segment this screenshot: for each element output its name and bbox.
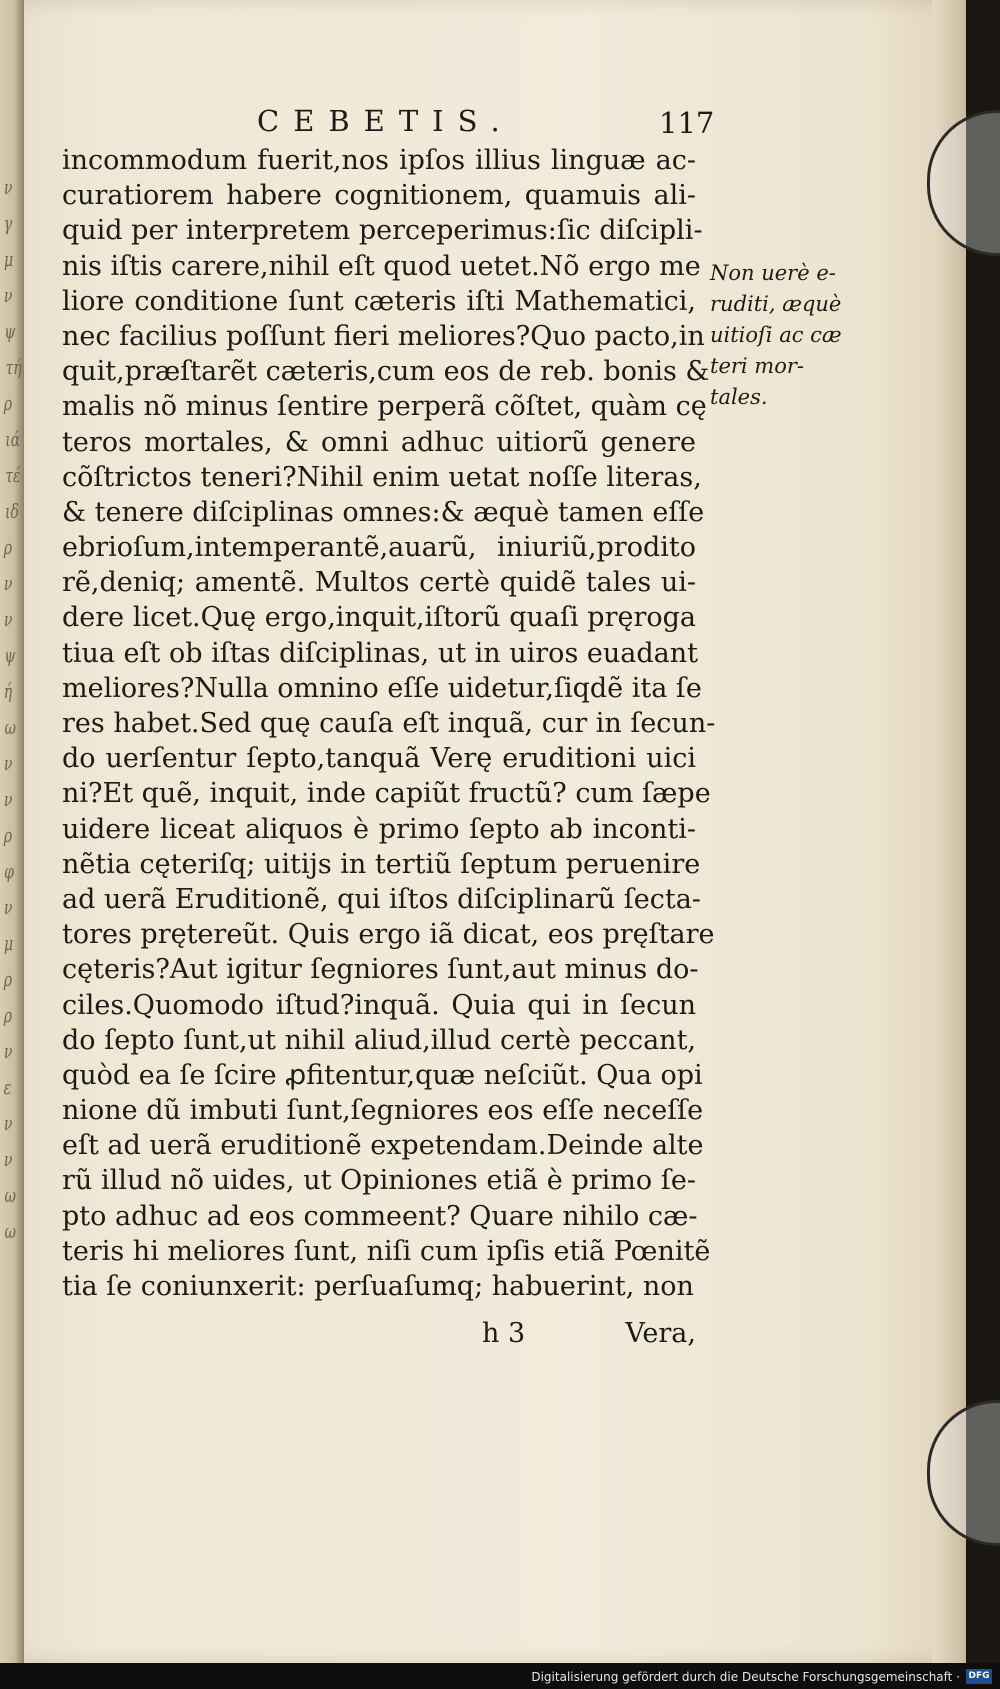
page-number: 117 <box>659 106 715 140</box>
facing-page-fragment: ψ <box>4 643 16 667</box>
facing-page-fragment: ρ <box>3 967 13 991</box>
text-line: incommodum fuerit,nos ipſos illius linguæ ac- <box>62 145 696 176</box>
dfg-logo-icon: DFG <box>966 1669 992 1684</box>
text-line: teros mortales, & omni adhuc uitiorũ genere <box>62 426 696 458</box>
facing-page-fragment: ιδ <box>4 499 19 523</box>
text-line: liore conditione ſunt cæteris iſti Mathematici, <box>62 285 696 317</box>
text-line: curatiorem habere cognitionem, quamuis ali- <box>62 180 696 212</box>
text-line: nis iſtis carere,nihil eſt quod uetet.Nõ ergo me <box>62 250 701 282</box>
text-line: res habet.Sed quę cauſa eſt inquã, cur in ſecun- <box>62 708 716 739</box>
facing-page-fragment: ν <box>3 787 13 811</box>
text-line: dere licet.Quę ergo,inquit,iſtorũ quaſi pręroga <box>62 602 696 634</box>
running-head: CEBETIS. <box>257 104 514 138</box>
facing-page-fragment: ρ <box>3 823 13 847</box>
text-line: quit,præſtarẽt cæteris,cum eos de reb. bonis & <box>62 356 710 388</box>
scanner-left-strip <box>0 0 24 1689</box>
text-line: do uerſentur ſepto,tanquã Verę eruditioni uici <box>62 743 696 775</box>
text-line: ni?Et quẽ, inquit, inde capiũt fructũ? cum ſæpe <box>62 778 711 810</box>
facing-page-fragment: ω <box>4 1219 16 1243</box>
catchword: Vera, <box>625 1318 696 1349</box>
text-line: ciles.Quomodo iſtud?inquã. Quia qui in ſecun <box>62 989 696 1021</box>
text-line: cęteris?Aut igitur ſegniores ſunt,aut minus do- <box>62 954 699 986</box>
text-line: uidere liceat aliquos è primo ſepto ab inconti- <box>62 813 696 845</box>
facing-page-fragment: μ <box>3 931 14 955</box>
facing-page-fragment: ψ <box>4 319 16 343</box>
facing-page-fragment: ε <box>3 1075 12 1099</box>
facing-page-fragment: ν <box>3 1147 13 1171</box>
text-line: malis nõ minus ſentire perperã cõſtet, quàm cę <box>62 391 707 423</box>
facing-page-fragment: ν <box>3 895 13 919</box>
margin-note-line: ruditi, æquè <box>710 292 842 316</box>
text-line: eſt ad uerã eruditionẽ expetendam.Deinde alte <box>62 1130 704 1162</box>
facing-page-fragment: ρ <box>3 535 13 559</box>
facing-page-fragment: ή <box>3 679 13 703</box>
facing-page-fragment: ν <box>3 175 13 199</box>
text-line: nẽtia cęteriſq; uitijs in tertiũ ſeptum peruenire <box>62 848 701 880</box>
text-line: tia ſe coniunxerit: perſuaſumq; habuerint, non <box>62 1271 694 1302</box>
text-line: ebrioſum,intemperantẽ,auarũ, iniuriũ,prodito <box>62 532 696 564</box>
facing-page-fragment: ω <box>4 1183 16 1207</box>
main-text <box>62 143 716 1304</box>
footer-credit: Digitalisierung gefördert durch die Deutsche Forschungsgemeinschaft · <box>531 1670 960 1684</box>
text-line: quid per interpretem perceperimus:ſic diſcipli- <box>62 215 703 247</box>
margin-note-line: uitioſi ac cæ <box>710 323 842 347</box>
text-line: cõſtrictos teneri?Nihil enim uetat noſſe literas, <box>62 461 702 493</box>
margin-note-line: tales. <box>710 385 768 409</box>
text-line: tiua eſt ob iſtas diſciplinas, ut in uiros euadant <box>62 637 698 669</box>
text-line: rẽ,deniq; amentẽ. Multos certè quidẽ tales ui- <box>62 567 696 599</box>
facing-page-fragment: ω <box>4 715 16 739</box>
facing-page-fragment: τέ <box>5 463 21 487</box>
facing-page-fragment: ν <box>3 571 13 595</box>
facing-page-fragment: μ <box>3 247 14 271</box>
facing-page-fragment: ν <box>3 751 13 775</box>
text-line: nec facilius poſſunt fieri meliores?Quo pacto,in <box>62 320 705 352</box>
facing-page-fragment: φ <box>4 859 14 883</box>
text-line: meliores?Nulla omnino eſſe uidetur,ſiqdẽ ita ſe <box>62 672 702 704</box>
margin-note-line: teri mor- <box>710 354 804 378</box>
facing-page-fragment: ν <box>3 283 13 307</box>
margin-note-line: Non uerè e- <box>710 261 836 285</box>
text-line: pto adhuc ad eos commeent? Quare nihilo cæ- <box>62 1200 698 1232</box>
footer-bar <box>0 1663 1000 1689</box>
signature-mark: h 3 <box>482 1318 526 1349</box>
text-line: & tenere diſciplinas omnes:& æquè tamen eſſe <box>62 496 705 528</box>
facing-page-fragment: ιά <box>5 427 21 451</box>
book-page <box>24 0 966 1663</box>
margin-note <box>710 258 870 413</box>
text-line: rũ illud nõ uides, ut Opiniones etiã è primo ſe- <box>62 1165 696 1197</box>
text-line: quòd ea ſe ſcire ꝓfitentur,quæ neſciũt. Qua opi <box>62 1059 703 1091</box>
facing-page-fragment: ρ <box>3 391 13 415</box>
page-foot <box>62 1318 696 1356</box>
text-line: teris hi meliores ſunt, niſi cum ipſis etiã Pœnitẽ <box>62 1235 711 1267</box>
facing-page-fragment: γ <box>3 211 13 235</box>
text-line: do ſepto ſunt,ut nihil aliud,illud certè peccant, <box>62 1024 696 1056</box>
facing-page-fragment: ν <box>3 1111 13 1135</box>
text-line: nione dũ imbuti ſunt,ſegniores eos eſſe neceſſe <box>62 1095 704 1127</box>
facing-page-fragment: ν <box>3 1039 13 1063</box>
facing-page-fragment: ν <box>3 607 13 631</box>
text-line: tores prętereũt. Quis ergo iã dicat, eos pręſtare <box>62 919 715 951</box>
facing-page-fragment: τή <box>5 355 22 379</box>
facing-page-fragment: ρ <box>3 1003 13 1027</box>
text-line: ad uerã Eruditionẽ, qui iſtos diſciplinarũ ſecta- <box>62 883 701 915</box>
